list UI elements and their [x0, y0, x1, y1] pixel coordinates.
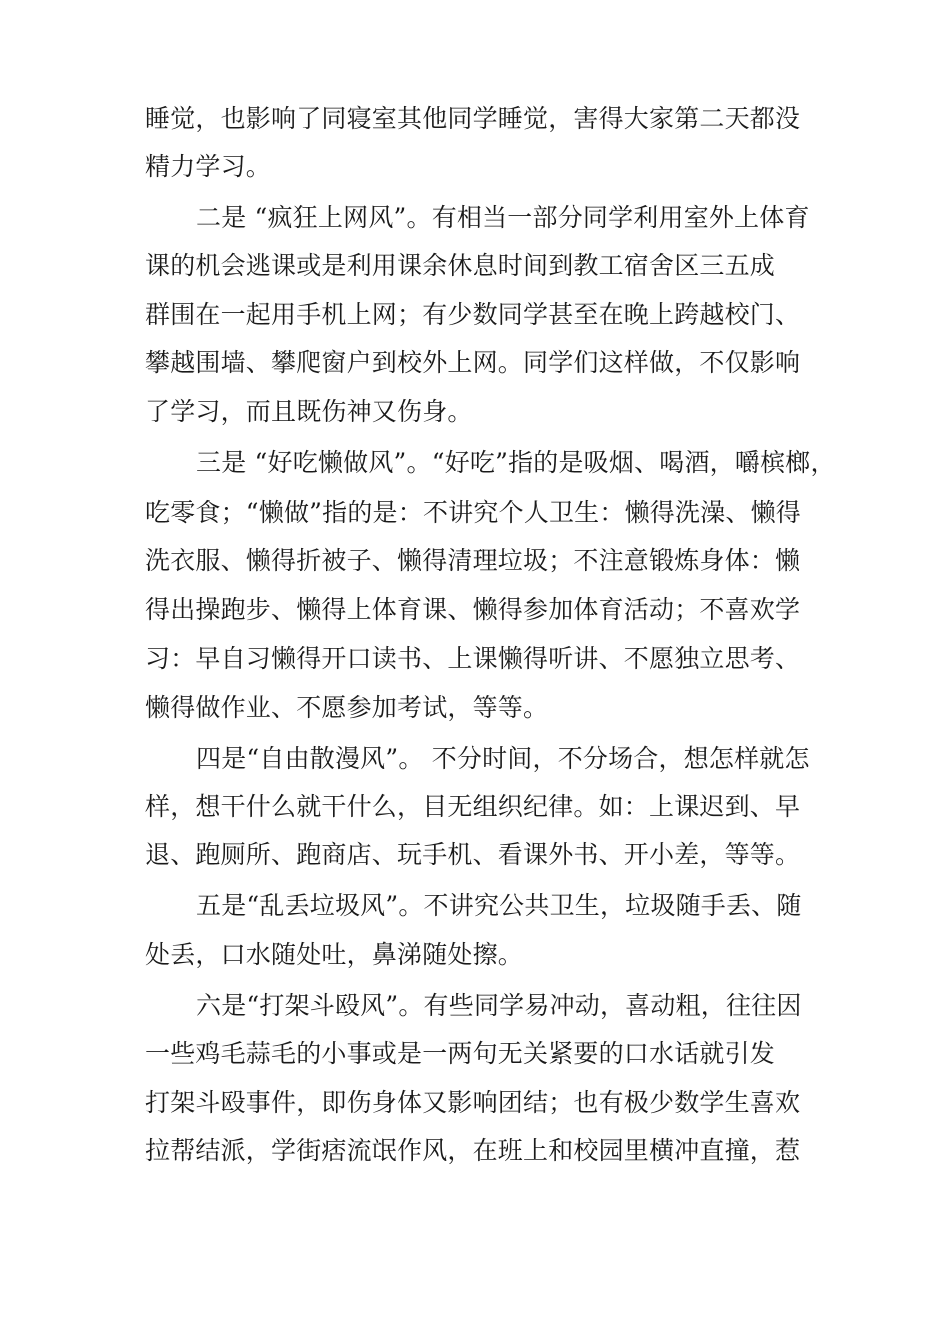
- text-line: 一些鸡毛蒜毛的小事或是一两句无关紧要的口水话就引发: [145, 1039, 776, 1068]
- text-line: 习：早自习懒得开口读书、上课懒得听讲、不愿独立思考、: [145, 644, 801, 673]
- text-line: 课的机会逃课或是利用课余休息时间到教工宿舍区三五成: [145, 251, 776, 280]
- paragraph-start-line: 三是 “好吃懒做风”。“好吃”指的是吸烟、喝酒，嚼槟榔，: [196, 448, 836, 477]
- text-line: 群围在一起用手机上网；有少数同学甚至在晚上跨越校门、: [145, 300, 801, 329]
- text-line: 了学习，而且既伤神又伤身。: [145, 397, 473, 426]
- text-line: 懒得做作业、不愿参加考试，等等。: [145, 693, 549, 722]
- paragraph-start-line: 五是“乱丢垃圾风”。不讲究公共卫生，垃圾随手丢、随: [196, 891, 802, 920]
- paragraph-start-line: 二是 “疯狂上网风”。有相当一部分同学利用室外上体育: [196, 203, 810, 232]
- text-line: 攀越围墙、攀爬窗户到校外上网。同学们这样做，不仅影响: [145, 348, 801, 377]
- paragraph-start-line: 四是“自由散漫风”。 不分时间，不分场合，想怎样就怎: [196, 744, 810, 773]
- text-line: 得出操跑步、懒得上体育课、懒得参加体育活动；不喜欢学: [145, 595, 801, 624]
- text-line: 洗衣服、懒得折被子、懒得清理垃圾；不注意锻炼身体：懒: [145, 546, 801, 575]
- text-line: 处丢，口水随处吐，鼻涕随处擦。: [145, 940, 524, 969]
- text-line: 吃零食；“懒做”指的是：不讲究个人卫生：懒得洗澡、懒得: [145, 498, 801, 527]
- text-line: 精力学习。: [145, 152, 272, 181]
- text-line: 睡觉，也影响了同寝室其他同学睡觉，害得大家第二天都没: [145, 104, 801, 133]
- paragraph-start-line: 六是“打架斗殴风”。有些同学易冲动，喜动粗，往往因: [196, 991, 802, 1020]
- text-line: 退、跑厕所、跑商店、玩手机、看课外书、开小差，等等。: [145, 840, 801, 869]
- text-line: 拉帮结派，学街痞流氓作风，在班上和校园里横冲直撞，惹: [145, 1136, 801, 1165]
- text-line: 样，想干什么就干什么，目无组织纪律。如：上课迟到、早: [145, 792, 801, 821]
- text-line: 打架斗殴事件，即伤身体又影响团结；也有极少数学生喜欢: [145, 1088, 801, 1117]
